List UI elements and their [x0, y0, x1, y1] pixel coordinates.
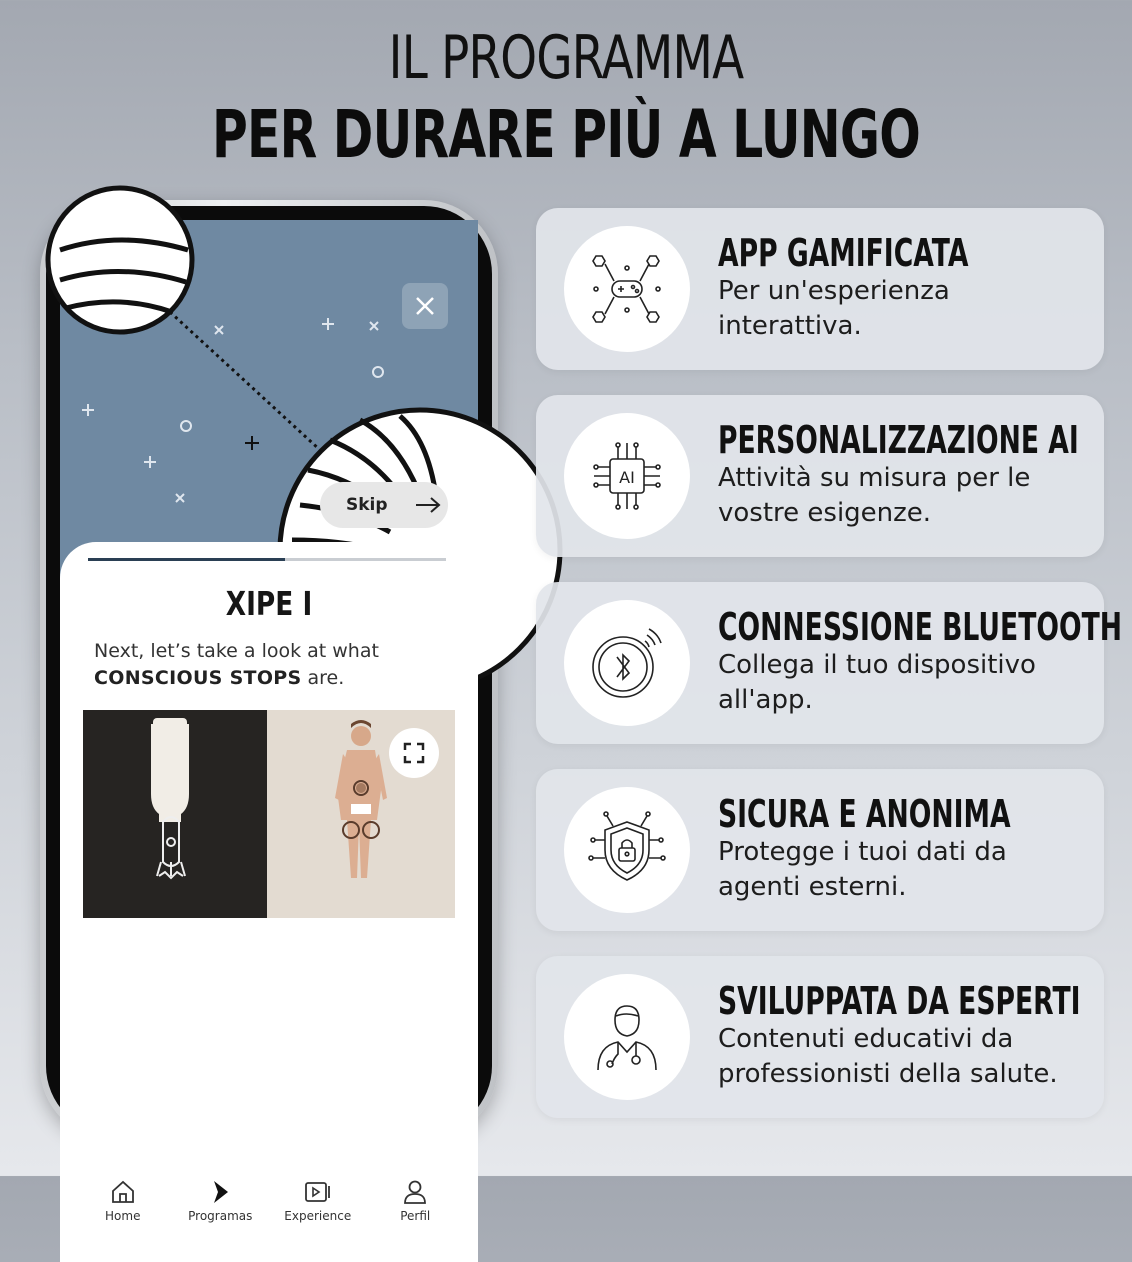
tab-home[interactable]: [78, 1178, 168, 1242]
user-icon: [401, 1178, 429, 1206]
doctor-icon: [588, 998, 666, 1076]
svg-text:AI: AI: [619, 468, 635, 487]
feature-icon-circle: [564, 226, 690, 352]
headline-line-1: IL PROGRAMMA: [388, 23, 744, 93]
progress-bar: [88, 558, 446, 561]
skip-button[interactable]: [320, 482, 448, 528]
phone-mockup: [40, 200, 498, 1223]
feature-card-ai: [536, 395, 1104, 557]
feature-title: CONNESSIONE BLUETOOTH: [718, 605, 1122, 649]
lesson-media[interactable]: [83, 710, 455, 918]
close-button[interactable]: [402, 283, 448, 329]
tab-experience-label: Experience: [284, 1209, 352, 1223]
feature-description: Contenuti educativi da professionisti della salute.: [718, 1024, 1058, 1089]
progress-fill: [88, 558, 285, 561]
feature-card-experts: [536, 956, 1104, 1118]
expand-icon: [403, 742, 425, 764]
skip-label: Skip: [346, 495, 388, 515]
feature-icon-circle: [564, 974, 690, 1100]
lesson-text-prefix: Next, let’s take a look at what: [94, 640, 379, 662]
gamepad-icon: [588, 250, 666, 328]
tab-home-label: Home: [105, 1209, 141, 1223]
expand-button[interactable]: [389, 728, 439, 778]
tab-experience[interactable]: [273, 1178, 363, 1242]
tab-programas[interactable]: [175, 1178, 265, 1242]
feature-description: Per un'esperienza interattiva.: [718, 276, 950, 341]
close-icon: [414, 295, 436, 317]
lesson-text-suffix: are.: [301, 667, 345, 689]
home-icon: [109, 1178, 137, 1206]
device-illustration: [83, 710, 267, 918]
feature-description: Collega il tuo dispositivo all'app.: [718, 650, 1036, 715]
headline: [0, 22, 1132, 174]
feature-title: PERSONALIZZAZIONE AI: [718, 418, 1079, 462]
lesson-title: XIPE I: [225, 584, 313, 623]
feature-card-bluetooth: [536, 582, 1122, 744]
device-image: [83, 710, 267, 918]
headline-line-2: PER DURARE PIÙ A LUNGO: [211, 96, 921, 173]
feature-title: SVILUPPATA DA ESPERTI: [718, 979, 1081, 1023]
body-image: [267, 710, 455, 918]
feature-card-gamified: [536, 208, 1104, 370]
bluetooth-icon: [587, 623, 667, 703]
video-icon: [303, 1178, 333, 1206]
arrow-right-icon: [414, 496, 442, 514]
feature-description: Protegge i tuoi dati da agenti esterni.: [718, 837, 1007, 902]
tab-bar: [60, 1178, 478, 1242]
ai-chip-icon: [588, 437, 666, 515]
planet-top-icon: [48, 188, 192, 332]
lesson-card: [60, 542, 478, 1262]
lesson-text-bold: CONSCIOUS STOPS: [94, 667, 302, 689]
feature-description: Attività su misura per le vostre esigenze.: [718, 463, 1031, 528]
shield-lock-icon: [587, 810, 667, 890]
app-screen: [60, 220, 478, 1223]
feature-title: SICURA E ANONIMA: [718, 792, 1011, 836]
feature-title: APP GAMIFICATA: [718, 231, 969, 275]
phone-bezel: [46, 206, 492, 1223]
lesson-text: [94, 638, 434, 692]
feature-icon-circle: [564, 787, 690, 913]
tab-perfil-label: Perfil: [400, 1209, 431, 1223]
tab-perfil[interactable]: [370, 1178, 460, 1242]
play-icon: [206, 1178, 234, 1206]
feature-icon-circle: [564, 600, 690, 726]
feature-icon-circle: [564, 413, 690, 539]
feature-card-secure: [536, 769, 1104, 931]
tab-programas-label: Programas: [188, 1209, 253, 1223]
